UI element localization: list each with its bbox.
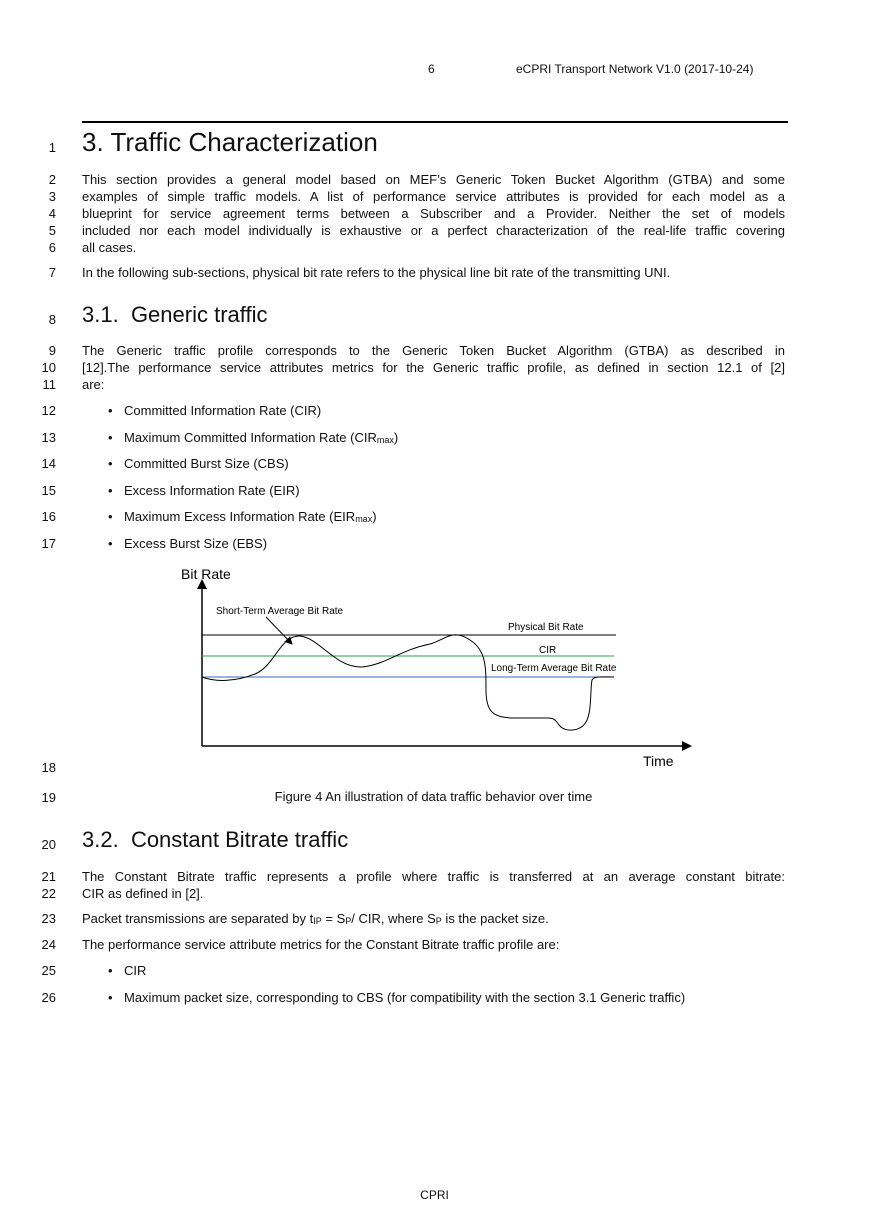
paragraph-line: blueprint for service agreement terms between a Subscriber and a Provider. Neither the set of models	[82, 206, 785, 221]
line-number: 10	[41, 360, 56, 375]
subsection-title: Constant Bitrate traffic	[130, 827, 349, 852]
subsection-number: 3.1.	[82, 302, 119, 327]
header-rule	[82, 121, 788, 123]
text-run: Packet transmissions are separated by t	[82, 911, 314, 926]
line-number: 13	[41, 430, 56, 445]
list-item: • Excess Burst Size (EBS)	[108, 536, 268, 551]
line-number: 24	[41, 937, 56, 952]
list-item: • Committed Information Rate (CIR)	[108, 403, 322, 418]
list-item-text: )	[393, 430, 399, 445]
page-number: 6	[428, 62, 435, 76]
line-number: 12	[41, 403, 56, 418]
list-item-text: Maximum packet size, corresponding to CBS (for compatibility with the section 3.1 Generic traffic)	[124, 990, 686, 1005]
list-item-text: Committed Information Rate (CIR)	[124, 403, 322, 418]
line-number: 22	[41, 886, 56, 901]
line-number: 17	[41, 536, 56, 551]
list-item-text: Maximum Committed Information Rate (CIR	[124, 430, 377, 445]
physical-bit-rate-label: Physical Bit Rate	[508, 622, 584, 633]
line-number: 25	[41, 963, 56, 978]
list-item: • Maximum packet size, corresponding to CBS (for compatibility with the section 3.1 Generic traffic)	[108, 990, 686, 1005]
paragraph-line: included nor each model individually is exhaustive or a perfect characterization of the real-life traffic covering	[82, 223, 785, 238]
subsection-title: Generic traffic	[130, 302, 268, 327]
list-item-text: )	[372, 509, 377, 524]
line-number: 15	[41, 483, 56, 498]
subscript: max	[376, 435, 394, 445]
list-item-text: Maximum Excess Information Rate (EIR	[124, 509, 356, 524]
paragraph	[82, 910, 785, 930]
traffic-diagram	[0, 560, 869, 780]
line-number: 21	[41, 869, 56, 884]
line-number: 3	[48, 189, 56, 204]
line-number: 6	[48, 240, 56, 255]
line-number: 8	[48, 312, 56, 327]
line-number: 19	[41, 790, 56, 805]
x-axis-label: Time	[643, 753, 674, 769]
list-item-text: Excess Burst Size (EBS)	[124, 536, 268, 551]
y-axis-label: Bit Rate	[181, 566, 231, 582]
line-number: 26	[41, 990, 56, 1005]
text-run: / CIR, where S	[351, 911, 436, 926]
line-number: 9	[48, 343, 56, 358]
section-number: 3.	[82, 127, 104, 157]
subscript: max	[355, 514, 373, 524]
short-term-pointer	[266, 617, 292, 644]
figure-caption: Figure 4 An illustration of data traffic behavior over time	[274, 789, 593, 804]
subscript: IP	[313, 916, 322, 926]
document-title: eCPRI Transport Network V1.0 (2017-10-24)	[516, 62, 754, 76]
paragraph-line: [12].The performance service attributes metrics for the Generic traffic profile, as defined in section 12.1 of [2]	[82, 360, 785, 375]
subscript: P	[435, 916, 442, 926]
line-number: 7	[48, 265, 56, 280]
subsection-heading	[82, 827, 348, 853]
list-item: • CIR	[108, 963, 147, 978]
section-heading	[82, 127, 378, 158]
line-number: 5	[48, 223, 56, 238]
short-term-label: Short-Term Average Bit Rate	[216, 606, 344, 617]
paragraph-line: all cases.	[82, 240, 137, 255]
subsection-number: 3.2.	[82, 827, 119, 852]
subscript: P	[345, 916, 352, 926]
list-item: • Committed Burst Size (CBS)	[108, 456, 289, 471]
line-number: 11	[42, 377, 56, 392]
subsection-heading	[82, 302, 267, 328]
paragraph-line: This section provides a general model based on MEF’s Generic Token Bucket Algorithm (GTBA) and some	[82, 172, 785, 187]
line-number: 1	[48, 140, 56, 155]
paragraph: In the following sub-sections, physical bit rate refers to the physical line bit rate of the transmitting UNI.	[82, 265, 671, 280]
line-number: 16	[41, 509, 56, 524]
page-footer: CPRI	[420, 1188, 449, 1202]
line-number: 20	[41, 837, 56, 852]
line-number: 14	[41, 456, 56, 471]
paragraph-line: The Generic traffic profile corresponds to the Generic Token Bucket Algorithm (GTBA) as described in	[82, 343, 785, 358]
text-run: is the packet size.	[441, 911, 549, 926]
paragraph-line: examples of simple traffic models. A list of performance service attributes is provided for each model as a	[82, 189, 785, 204]
text-run: = S	[321, 911, 346, 926]
line-number: 18	[41, 760, 56, 775]
paragraph-line: CIR as defined in [2].	[82, 886, 204, 901]
paragraph-line: The Constant Bitrate traffic represents a profile where traffic is transferred at an average constant bitrate:	[82, 869, 785, 884]
list-item-text: CIR	[124, 963, 147, 978]
line-number: 23	[41, 911, 56, 926]
paragraph	[82, 171, 785, 256]
section-title: Traffic Characterization	[110, 127, 378, 157]
cir-label: CIR	[539, 645, 557, 656]
paragraph	[82, 342, 785, 393]
list-item: • Maximum Excess Information Rate $(EIR_{max})$	[108, 509, 377, 524]
line-number: 4	[48, 206, 56, 221]
list-item: • Excess Information Rate (EIR)	[108, 483, 300, 498]
paragraph	[82, 868, 785, 902]
paragraph: The performance service attribute metrics for the Constant Bitrate traffic profile are:	[82, 937, 560, 952]
list-item-text: Excess Information Rate (EIR)	[124, 483, 300, 498]
line-number: 2	[48, 172, 56, 187]
list-item-text: Committed Burst Size (CBS)	[124, 456, 289, 471]
list-item: • Maximum Committed Information Rate $(CIR_{max})$	[108, 430, 399, 445]
long-term-label: Long-Term Average Bit Rate	[491, 663, 617, 674]
paragraph-line: are:	[82, 377, 105, 392]
